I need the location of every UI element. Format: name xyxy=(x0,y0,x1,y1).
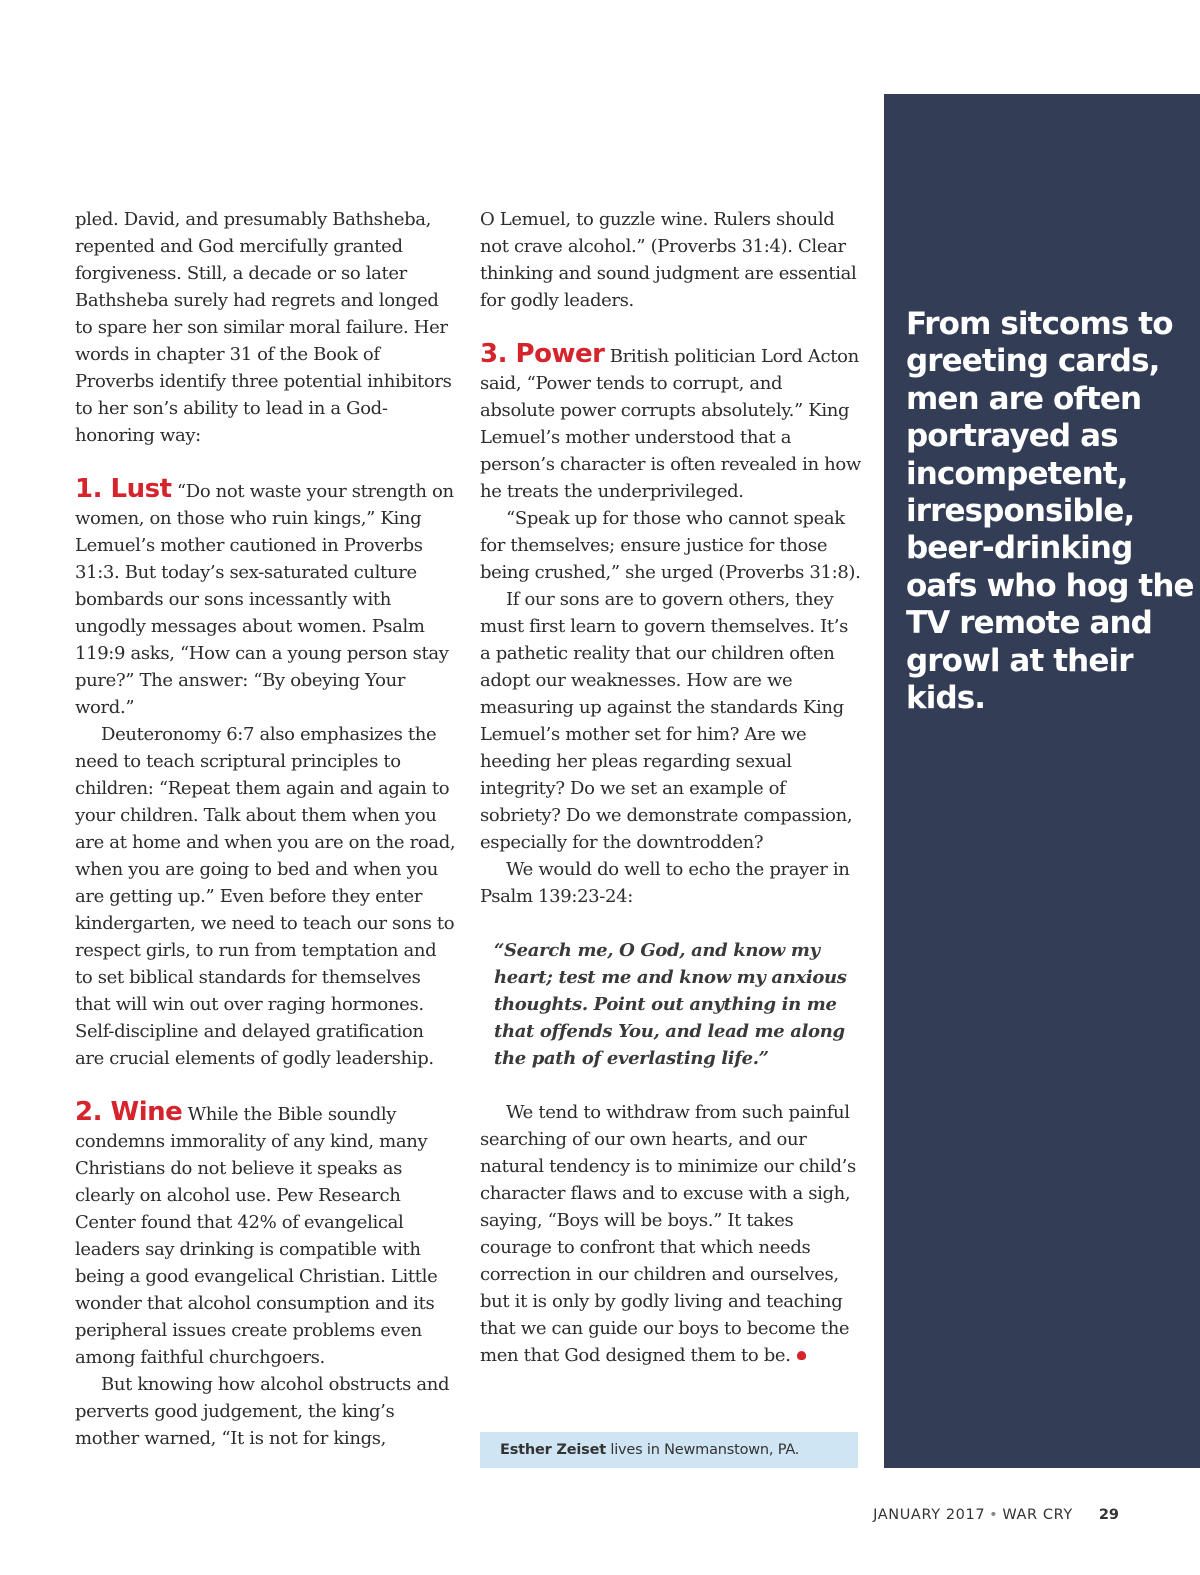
paragraph: But knowing how alcohol obstructs and perverts good judgement, the king’s mother warned, “It is not for kings, xyxy=(75,1374,450,1449)
paragraph-text: British politician Lord Acton said, “Power tends to corrupt, and absolute power corrupts absolutely.” King Lemuel’s mother understood that a person’s character is often revealed in how he treats the underprivileged. xyxy=(480,346,861,502)
section-heading-lust: 1. Lust xyxy=(75,474,172,504)
pull-quote: From sitcoms to greeting cards, men are often portrayed as incompetent, irresponsible, beer-drinking oafs who hog the TV remote and growl at their kids. xyxy=(906,306,1194,717)
paragraph: “Speak up for those who cannot speak for themselves; ensure justice for those being crushed,” she urged (Proverbs 31:8). xyxy=(480,508,861,583)
sidebar-panel xyxy=(884,94,1200,1468)
end-mark-icon xyxy=(797,1351,806,1360)
paragraph-lust xyxy=(75,476,457,721)
author-bio-text: lives in Newmanstown, PA. xyxy=(605,1442,800,1458)
paragraph-text: While the Bible soundly condemns immorality of any kind, many Christians do not believe it speaks as clearly on alcohol use. Pew Research Center found that 42% of evangelical leaders say drinking is compatible with being a good evangelical Christian. Little wonder that alcohol consumption and its peripheral issues create problems even among faithful churchgoers. xyxy=(75,1104,438,1368)
paragraph: We would do well to echo the prayer in Psalm 139:23-24: xyxy=(480,859,850,907)
article-column-middle xyxy=(480,206,862,1369)
paragraph-text: “Do not waste your strength on women, on those who ruin kings,” King Lemuel’s mother cautioned in Proverbs 31:3. But today’s sex-saturated culture bombards our sons incessantly with ungodly messages about women. Psalm 119:9 asks, “How can a young person stay pure?” The answer: “By obeying Your word.” xyxy=(75,481,454,718)
paragraph: pled. David, and presumably Bathsheba, repented and God mercifully granted forgiveness. Still, a decade or so later Bathsheba surely had regrets and longed to spare her son similar moral failure. Her words in chapter 31 of the Book of Proverbs identify three potential inhibitors to her son’s ability to lead in a God-honoring way: xyxy=(75,209,452,446)
paragraph-closing xyxy=(480,1099,862,1369)
section-heading-wine: 2. Wine xyxy=(75,1097,183,1127)
page-number: 29 xyxy=(1098,1507,1119,1523)
paragraph: Deuteronomy 6:7 also emphasizes the need to teach scriptural principles to children: “Repeat them again and again to your children. Talk about them when you are at home and when you are on the road, when you are going to bed and when you are getting up.” Even before they enter kindergarten, we need to teach our sons to respect girls, to run from temptation and to set biblical standards for themselves that will win out over raging hormones. Self-discipline and delayed gratification are crucial elements of godly leadership. xyxy=(75,724,456,1069)
issue-date: JANUARY 2017 xyxy=(873,1507,986,1523)
separator-dot: • xyxy=(989,1507,999,1523)
section-heading-power: 3. Power xyxy=(480,339,605,369)
paragraph-wine xyxy=(75,1099,457,1371)
article-column-left xyxy=(75,206,457,1452)
author-bio xyxy=(480,1432,858,1468)
paragraph: O Lemuel, to guzzle wine. Rulers should not crave alcohol.” (Proverbs 31:4). Clear thinking and sound judgment are essential for godly leaders. xyxy=(480,209,857,311)
paragraph: If our sons are to govern others, they must first learn to govern themselves. It’s a pathetic reality that our children often adopt our weaknesses. How are we measuring up against the standards King Lemuel’s mother set for him? Are we heeding her pleas regarding sexual integrity? Do we set an example of sobriety? Do we demonstrate compassion, especially for the downtrodden? xyxy=(480,589,853,853)
paragraph-power xyxy=(480,341,862,505)
author-name: Esther Zeiset xyxy=(500,1442,606,1458)
scripture-quote: “Search me, O God, and know my heart; test me and know my anxious thoughts. Point out anything in me that offends You, and lead me along the path of everlasting life.” xyxy=(494,940,847,1069)
magazine-name: WAR CRY xyxy=(1002,1507,1073,1523)
page-footer xyxy=(873,1507,1119,1523)
paragraph-text: We tend to withdraw from such painful searching of our own hearts, and our natural tendency is to minimize our child’s character flaws and to excuse with a sigh, saying, “Boys will be boys.” It takes courage to confront that which needs correction in our children and ourselves, but it is only by godly living and teaching that we can guide our boys to become the men that God designed them to be. xyxy=(480,1102,856,1366)
